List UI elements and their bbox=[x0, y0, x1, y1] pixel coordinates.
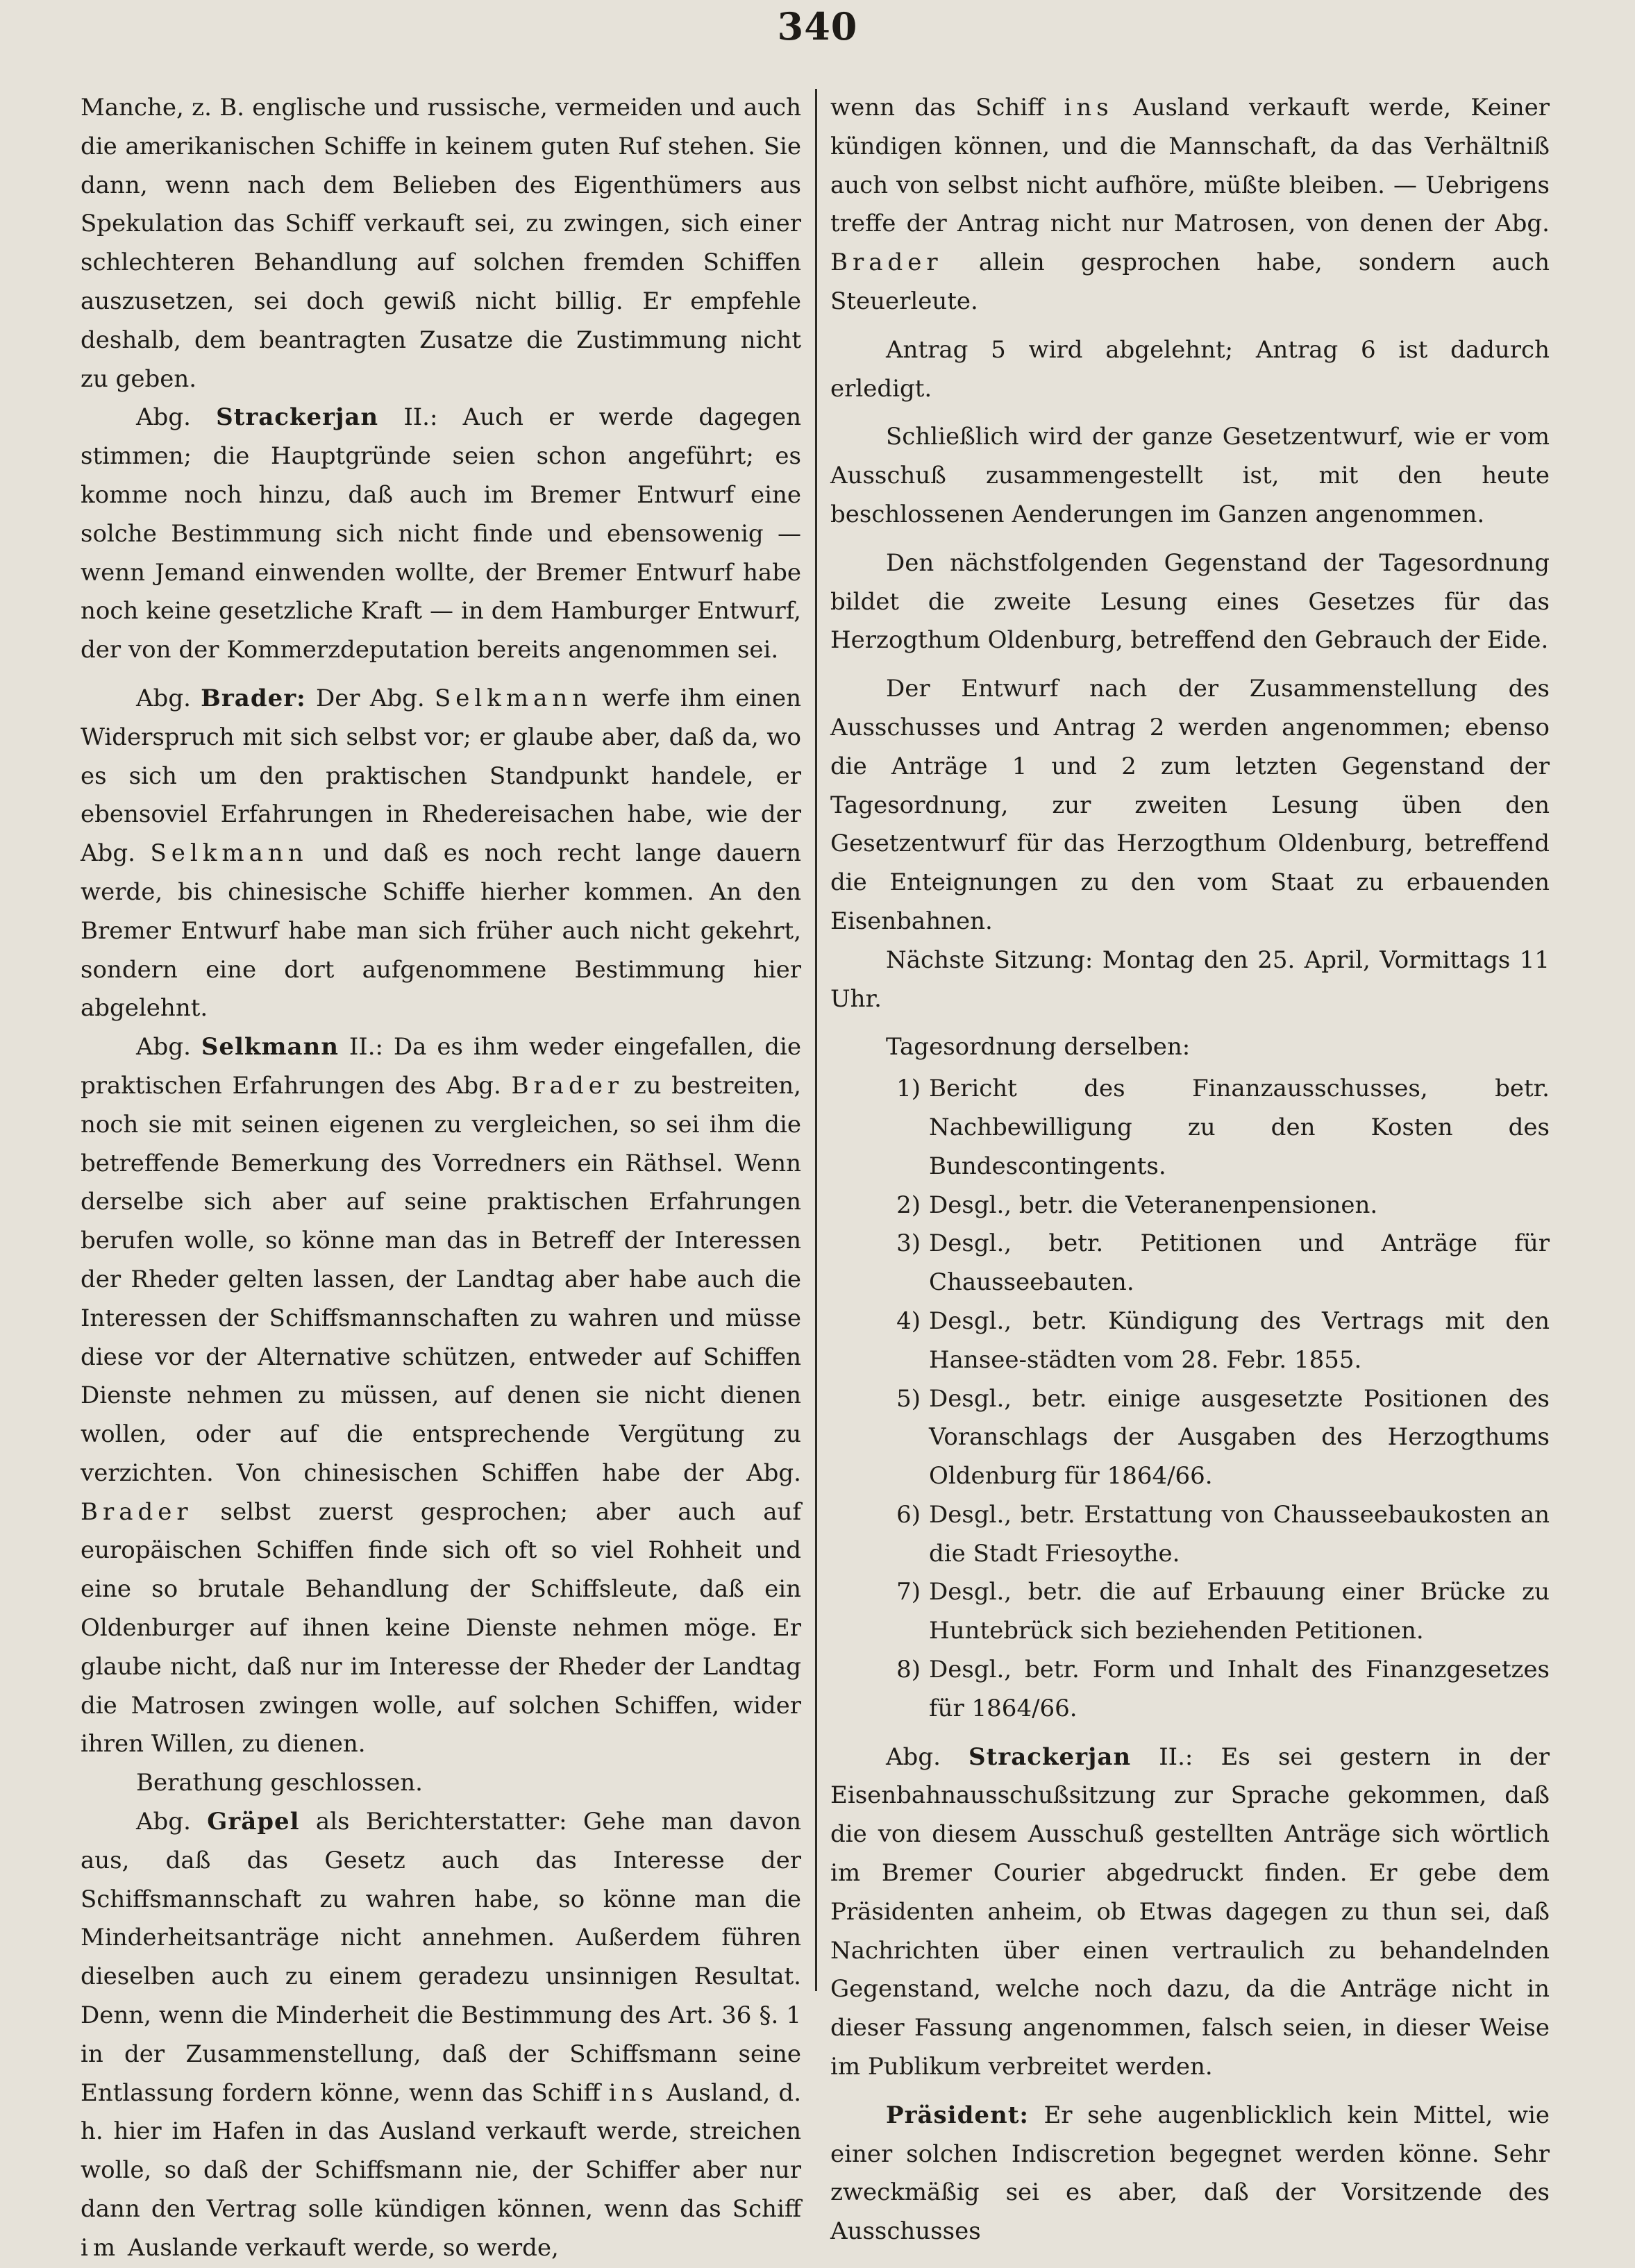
paragraph: Antrag 5 wird abgelehnt; Antrag 6 ist dadurch erledigt. bbox=[830, 335, 1550, 403]
speaker-name: Strackerjan bbox=[216, 403, 379, 432]
paragraph: Abg. Gräpel als Berichterstatter: Gehe man davon aus, daß das Gesetz auch das Interesse der Schiffsmannschaft zu wahren habe, so könne man die Minderheitsanträge nicht annehmen. Außerdem führen dieselben auch zu einem geradezu unsinnigen Resultat. Denn, wenn die Minderheit die Bestimmung des Art. 36 §. 1 in der Zusammenstellung, daß der Schiffsmann seine Entlassung fordern könne, wenn das Schiff ins Ausland, d. h. hier im Hafen in das Ausland verkauft werde, streichen wolle, so daß der Schiffsmann nie, der Schiffer aber nur dann den Vertrag solle kündigen können, wenn das Schiff im Auslande verkauft werde, so werde, bbox=[81, 1808, 802, 2262]
agenda-list bbox=[830, 1070, 1550, 1729]
paragraph: wenn das Schiff ins Ausland verkauft werde, Keiner kündigen können, und die Mannschaft, da das Verhältniß auch von selbst nicht aufhöre, müßte bleiben. — Uebrigens treffe der Antrag nicht nur Matrosen, von denen der Abg. Brader allein gesprochen habe, sondern auch Steuerleute. bbox=[830, 94, 1550, 315]
agenda-item: 1) Bericht des Finanzausschusses, betr. Nachbewilligung zu den Kosten des Bundescontingents. bbox=[896, 1075, 1550, 1180]
agenda-item: 7) Desgl., betr. die auf Erbauung einer Brücke zu Huntebrück sich beziehenden Petitionen. bbox=[896, 1578, 1550, 1645]
paragraph: Abg. Strackerjan II.: Auch er werde dagegen stimmen; die Hauptgründe seien schon angeführt; es komme noch hinzu, daß auch im Bremer Entwurf eine solche Bestimmung sich nicht finde und ebensowenig — wenn Jemand einwenden wollte, der Bremer Entwurf habe noch keine gesetzliche Kraft — in dem Hamburger Entwurf, der von der Kommerzdeputation bereits angenommen sei. bbox=[81, 403, 802, 664]
paragraph: Nächste Sitzung: Montag den 25. April, Vormittags 11 Uhr. bbox=[830, 946, 1550, 1013]
paragraph: Abg. Strackerjan II.: Es sei gestern in der Eisenbahnausschußsitzung zur Sprache gekommen, daß die von diesem Ausschuß gestellten Anträge sich wörtlich im Bremer Courier abgedruckt finden. Er gebe dem Präsidenten anheim, ob Etwas dagegen zu thun sei, daß Nachrichten über einen vertraulich zu behandelnden Gegenstand, welche noch dazu, da die Anträge nicht in dieser Fassung angenommen, falsch seien, in dieser Weise im Publikum verbreitet werden. bbox=[830, 1742, 1550, 2081]
paragraph: Abg. Selkmann II.: Da es ihm weder eingefallen, die praktischen Erfahrungen des Abg. Brader zu bestreiten, noch sie mit seinen eigenen zu vergleichen, so sei ihm die betreffende Bemerkung des Vorredners ein Räthsel. Wenn derselbe sich aber auf seine praktischen Erfahrungen berufen wolle, so könne man das in Betreff der Interessen der Rheder gelten lassen, der Landtag aber habe auch die Interessen der Schiffsmannschaften zu wahren und müsse diese vor der Alternative schützen, entweder auf Schiffen Dienste nehmen zu müssen, auf denen sie nicht dienen wollen, oder auf die entsprechende Vergütung zu verzichten. Von chinesischen Schiffen habe der Abg. Brader selbst zuerst gesprochen; aber auch auf europäischen Schiffen finde sich oft so viel Rohheit und eine so brutale Behandlung der Schiffsleute, daß ein Oldenburger auf ihnen keine Dienste nehmen möge. Er glaube nicht, daß nur im Interesse der Rheder der Landtag die Matrosen zwingen wolle, auf solchen Schiffen, wider ihren Willen, zu dienen. bbox=[81, 1033, 802, 1758]
paragraph: Präsident: Er sehe augenblicklich kein Mittel, wie einer solchen Indiscretion begegnet werden könne. Sehr zweckmäßig sei es aber, daß der Vorsitzende des Ausschusses bbox=[830, 2101, 1550, 2246]
left-column bbox=[81, 89, 801, 2268]
right-column bbox=[830, 89, 1550, 2251]
agenda-item: 6) Desgl., betr. Erstattung von Chausseebaukosten an die Stadt Friesoythe. bbox=[896, 1500, 1550, 1568]
spaced-word: ins bbox=[608, 2078, 658, 2107]
spaced-name: Brader bbox=[511, 1071, 624, 1100]
agenda-item: 5) Desgl., betr. einige ausgesetzte Positionen des Voranschlags der Ausgaben des Herzogthums Oldenburg für 1864/66. bbox=[896, 1384, 1550, 1490]
agenda-item: 3) Desgl., betr. Petitionen und Anträge für Chausseebauten. bbox=[896, 1229, 1550, 1297]
paragraph: Den nächstfolgenden Gegenstand der Tagesordnung bildet die zweite Lesung eines Gesetzes für das Herzogthum Oldenburg, betreffend den Gebrauch der Eide. bbox=[830, 548, 1550, 655]
speaker-name: Brader: bbox=[201, 684, 306, 712]
paragraph: Manche, z. B. englische und russische, vermeiden und auch die amerikanischen Schiffe in keinem guten Ruf stehen. Sie dann, wenn nach dem Belieben des Eigenthümers aus Spekulation das Schiff verkauft sei, zu zwingen, sich einer schlechteren Behandlung auf solchen fremden Schiffen auszusetzen, sei doch gewiß nicht billig. Er empfehle deshalb, dem beantragten Zusatze die Zustimmung nicht zu geben. bbox=[81, 94, 801, 393]
paragraph: Der Entwurf nach der Zusammenstellung des Ausschusses und Antrag 2 werden angenommen; ebenso die Anträge 1 und 2 zum letzten Gegenstand der Tagesordnung, zur zweiten Lesung üben den Gesetzentwurf für das Herzogthum Oldenburg, betreffend die Enteignungen zu den vom Staat zu erbauenden Eisenbahnen. bbox=[830, 675, 1550, 935]
speaker-name: Gräpel bbox=[207, 1808, 300, 1836]
page-number: 340 bbox=[777, 4, 858, 49]
spaced-name: Selkmann bbox=[150, 839, 308, 868]
column-divider bbox=[815, 89, 817, 1991]
agenda-item: 2) Desgl., betr. die Veteranenpensionen. bbox=[896, 1191, 1378, 1219]
paragraph: Schließlich wird der ganze Gesetzentwurf, wie er vom Ausschuß zusammengestellt ist, mit den heute beschlossenen Aenderungen im Ganzen angenommen. bbox=[830, 423, 1550, 528]
agenda-item: 4) Desgl., betr. Kündigung des Vertrags mit den Hansee-städten vom 28. Febr. 1855. bbox=[896, 1307, 1550, 1374]
spaced-name: Brader bbox=[830, 249, 943, 277]
speaker-name: Selkmann bbox=[201, 1033, 339, 1061]
spaced-name: Brader bbox=[81, 1497, 193, 1526]
agenda-item: 8) Desgl., betr. Form und Inhalt des Finanzgesetzes für 1864/66. bbox=[896, 1656, 1550, 1722]
paragraph: Berathung geschlossen. bbox=[136, 1769, 423, 1797]
speaker-name: Strackerjan bbox=[969, 1742, 1132, 1771]
spaced-word: im bbox=[81, 2233, 121, 2262]
spaced-word: ins bbox=[1064, 94, 1114, 121]
spaced-name: Selkmann bbox=[434, 684, 593, 712]
speaker-name: Präsident: bbox=[886, 2101, 1029, 2129]
paragraph: Abg. Brader: Der Abg. Selkmann werfe ihm einen Widerspruch mit sich selbst vor; er glaube aber, daß da, wo es sich um den praktischen Standpunkt handele, er ebensoviel Erfahrungen in Rhedereisachen habe, wie der Abg. Selkmann und daß es noch recht lange dauern werde, bis chinesische Schiffe hierher kommen. An den Bremer Entwurf habe man sich früher auch nicht gekehrt, sondern eine dort aufgenommene Bestimmung hier abgelehnt. bbox=[81, 684, 802, 1023]
agenda-heading: Tagesordnung derselben: bbox=[886, 1033, 1191, 1061]
